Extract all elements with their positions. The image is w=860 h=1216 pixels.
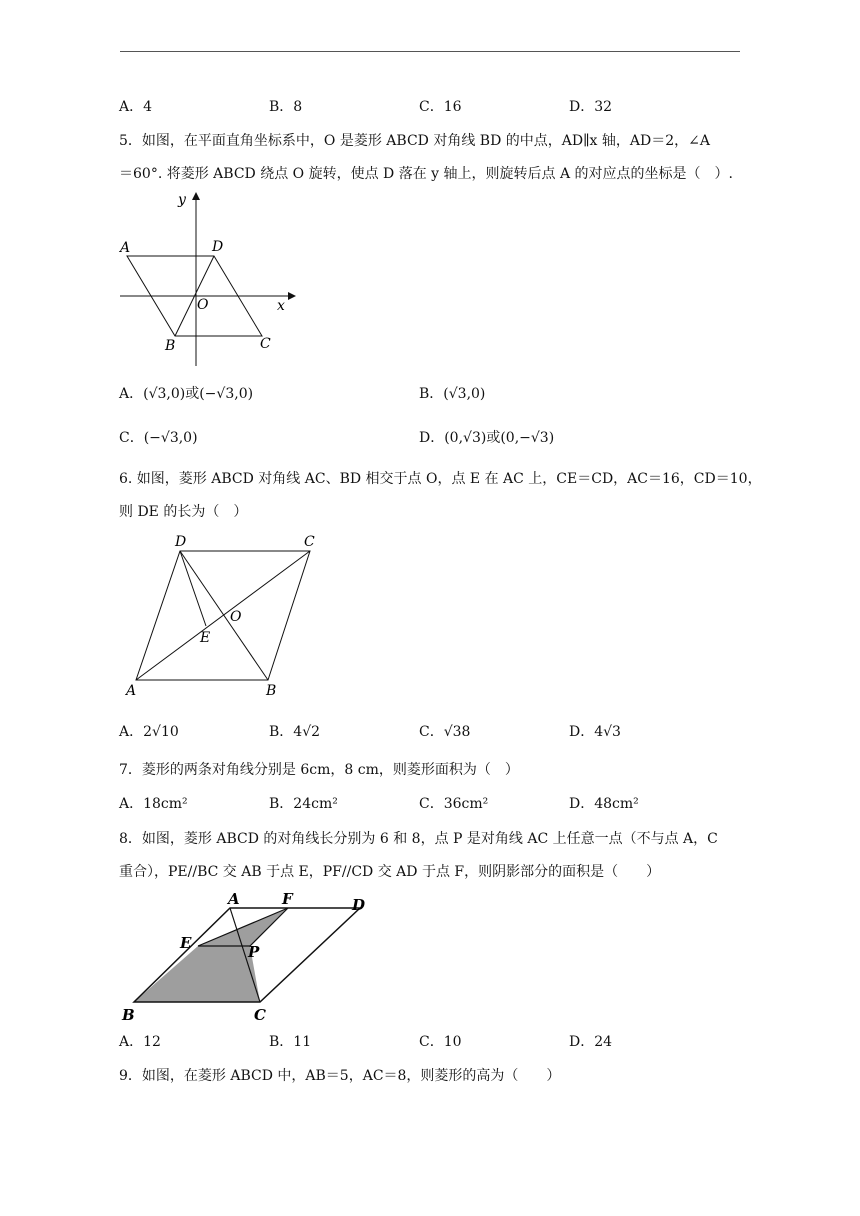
q8-option-d[interactable]: D．24 [569,1034,613,1050]
q5-y-arrow-icon [192,192,200,200]
q5-option-d[interactable]: D．(0,√3)或(0,−√3) [419,430,555,446]
q6-diagonal-bd [180,551,268,680]
q4-option-a[interactable]: A．4 [119,99,153,115]
q7-option-b[interactable]: B．24cm² [269,796,338,812]
q6-stem-line2: 则 DE 的长为（ ） [119,504,248,520]
q6-diagonal-ac [136,551,310,680]
q5-label-o: O [197,297,209,313]
q7-stem-line1: 7．菱形的两条对角线分别是 6cm，8 cm，则菱形面积为（ ） [119,762,519,778]
q6-option-b[interactable]: B．4√2 [269,724,321,740]
q5-label-c: C [260,336,271,352]
q6-label-b: B [266,683,277,699]
q8-option-b[interactable]: B．11 [269,1034,312,1050]
q5-label-b: B [165,338,176,354]
q4-option-b[interactable]: B．8 [269,99,303,115]
header-rule [120,51,740,52]
q6-label-c: C [304,534,315,550]
q6-label-a: A [126,683,137,699]
q8-label-c: C [254,1006,266,1024]
q6-option-a[interactable]: A．2√10 [119,724,179,740]
q8-label-e: E [180,934,192,952]
q5-figure [110,188,310,368]
q5-label-a: A [120,240,131,256]
q8-figure [118,890,378,1030]
q6-label-d: D [175,534,187,550]
q4-option-c[interactable]: C．16 [419,99,462,115]
q8-option-c[interactable]: C．10 [419,1034,462,1050]
q5-label-y: y [178,192,186,208]
q5-stem-line1: 5．如图，在平面直角坐标系中，O 是菱形 ABCD 对角线 BD 的中点，AD∥x 轴，AD＝2，∠A [119,133,710,149]
q6-label-e: E [200,630,211,646]
q8-label-p: P [248,943,260,961]
q6-stem-line1: 6. 如图，菱形 ABCD 对角线 AC、BD 相交于点 O，点 E 在 AC 上，CE＝CD，AC＝16，CD＝10， [119,471,762,487]
q6-option-c[interactable]: C．√38 [419,724,471,740]
q5-label-d: D [212,239,224,255]
q7-option-d[interactable]: D．48cm² [569,796,639,812]
q7-option-a[interactable]: A．18cm² [119,796,188,812]
q8-label-f: F [282,890,293,908]
q8-stem-line2: 重合），PE//BC 交 AB 于点 E，PF//CD 交 AD 于点 F，则阴影部分的面积是（ ） [119,864,661,880]
q5-option-c[interactable]: C．(−√3,0) [119,430,198,446]
q6-segment-de [180,551,206,626]
q5-label-x: x [277,298,285,314]
q4-option-d[interactable]: D．32 [569,99,613,115]
q8-label-d: D [352,896,366,914]
q6-option-d[interactable]: D．4√3 [569,724,621,740]
q8-option-a[interactable]: A．12 [119,1034,161,1050]
q8-stem-line1: 8．如图，菱形 ABCD 的对角线长分别为 6 和 8，点 P 是对角线 AC 上任意一点（不与点 A，C [119,831,718,847]
q5-stem-line2: ＝60°. 将菱形 ABCD 绕点 O 旋转，使点 D 落在 y 轴上，则旋转后点 A 的对应点的坐标是（ ）. [119,166,733,182]
q6-figure [120,532,330,702]
q5-option-b[interactable]: B．(√3,0) [419,386,486,402]
q8-shaded-lower [134,946,260,1002]
q5-x-arrow-icon [288,292,296,300]
q8-label-b: B [122,1006,135,1024]
q5-option-a[interactable]: A．(√3,0)或(−√3,0) [119,386,254,402]
q6-label-o: O [230,609,242,625]
q8-label-a: A [228,890,240,908]
q9-stem-line1: 9．如图，在菱形 ABCD 中，AB＝5，AC＝8，则菱形的高为（ ） [119,1068,561,1084]
q7-option-c[interactable]: C．36cm² [419,796,489,812]
